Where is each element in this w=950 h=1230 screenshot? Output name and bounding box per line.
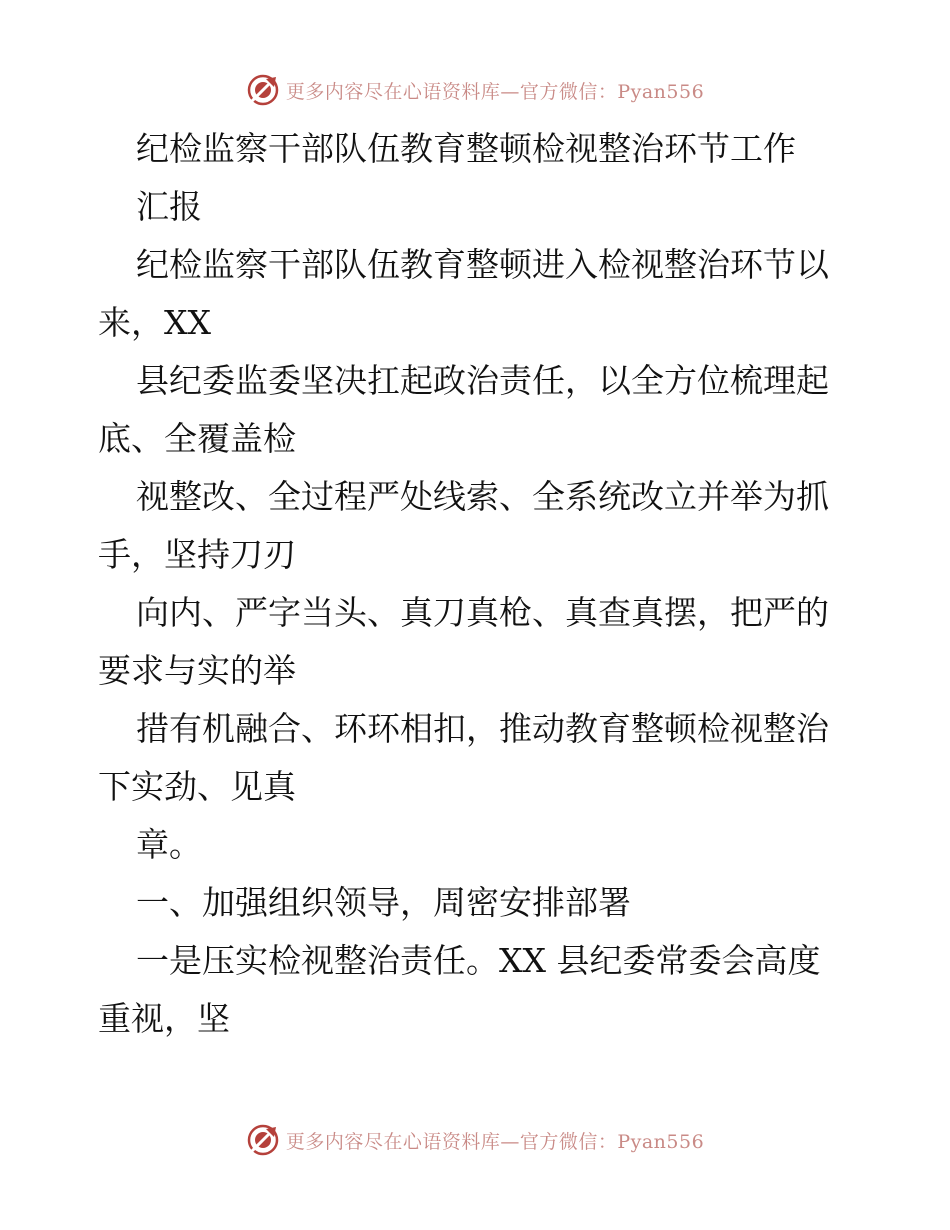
paragraph-line: 一是压实检视整治责任。XX 县纪委常委会高度 — [136, 941, 821, 980]
paragraph-line: 县纪委监委坚决扛起政治责任，以全方位梳理起 — [136, 361, 829, 400]
paragraph-line: 视整改、全过程严处线索、全系统改立并举为抓 — [136, 477, 829, 516]
paragraph-line: 底、全覆盖检 — [98, 419, 296, 458]
paragraph-line: 手，坚持刀刃 — [98, 535, 296, 574]
paragraph-line: 来，XX — [98, 303, 211, 342]
pen-nib-circle-icon — [246, 1123, 280, 1157]
paragraph-line: 重视，坚 — [98, 999, 230, 1038]
document-title-line-1: 纪检监察干部队伍教育整顿检视整治环节工作 — [136, 129, 796, 168]
paragraph-line: 措有机融合、环环相扣，推动教育整顿检视整治 — [136, 709, 829, 748]
header-banner — [0, 70, 950, 110]
document-title-line-2: 汇报 — [136, 187, 202, 226]
paragraph-line: 要求与实的举 — [98, 651, 296, 690]
pen-nib-circle-icon — [246, 73, 280, 107]
section-heading: 一、加强组织领导，周密安排部署 — [136, 883, 631, 922]
footer-banner — [0, 1120, 950, 1160]
paragraph-line: 向内、严字当头、真刀真枪、真查真摆，把严的 — [136, 593, 829, 632]
document-body — [98, 120, 858, 1048]
paragraph-line: 章。 — [136, 825, 202, 864]
paragraph-line: 纪检监察干部队伍教育整顿进入检视整治环节以 — [136, 245, 829, 284]
banner-text: 更多内容尽在心语资料库—官方微信：Pyan556 — [285, 1130, 705, 1153]
paragraph-line: 下实劲、见真 — [98, 767, 296, 806]
banner-text: 更多内容尽在心语资料库—官方微信：Pyan556 — [285, 80, 705, 103]
